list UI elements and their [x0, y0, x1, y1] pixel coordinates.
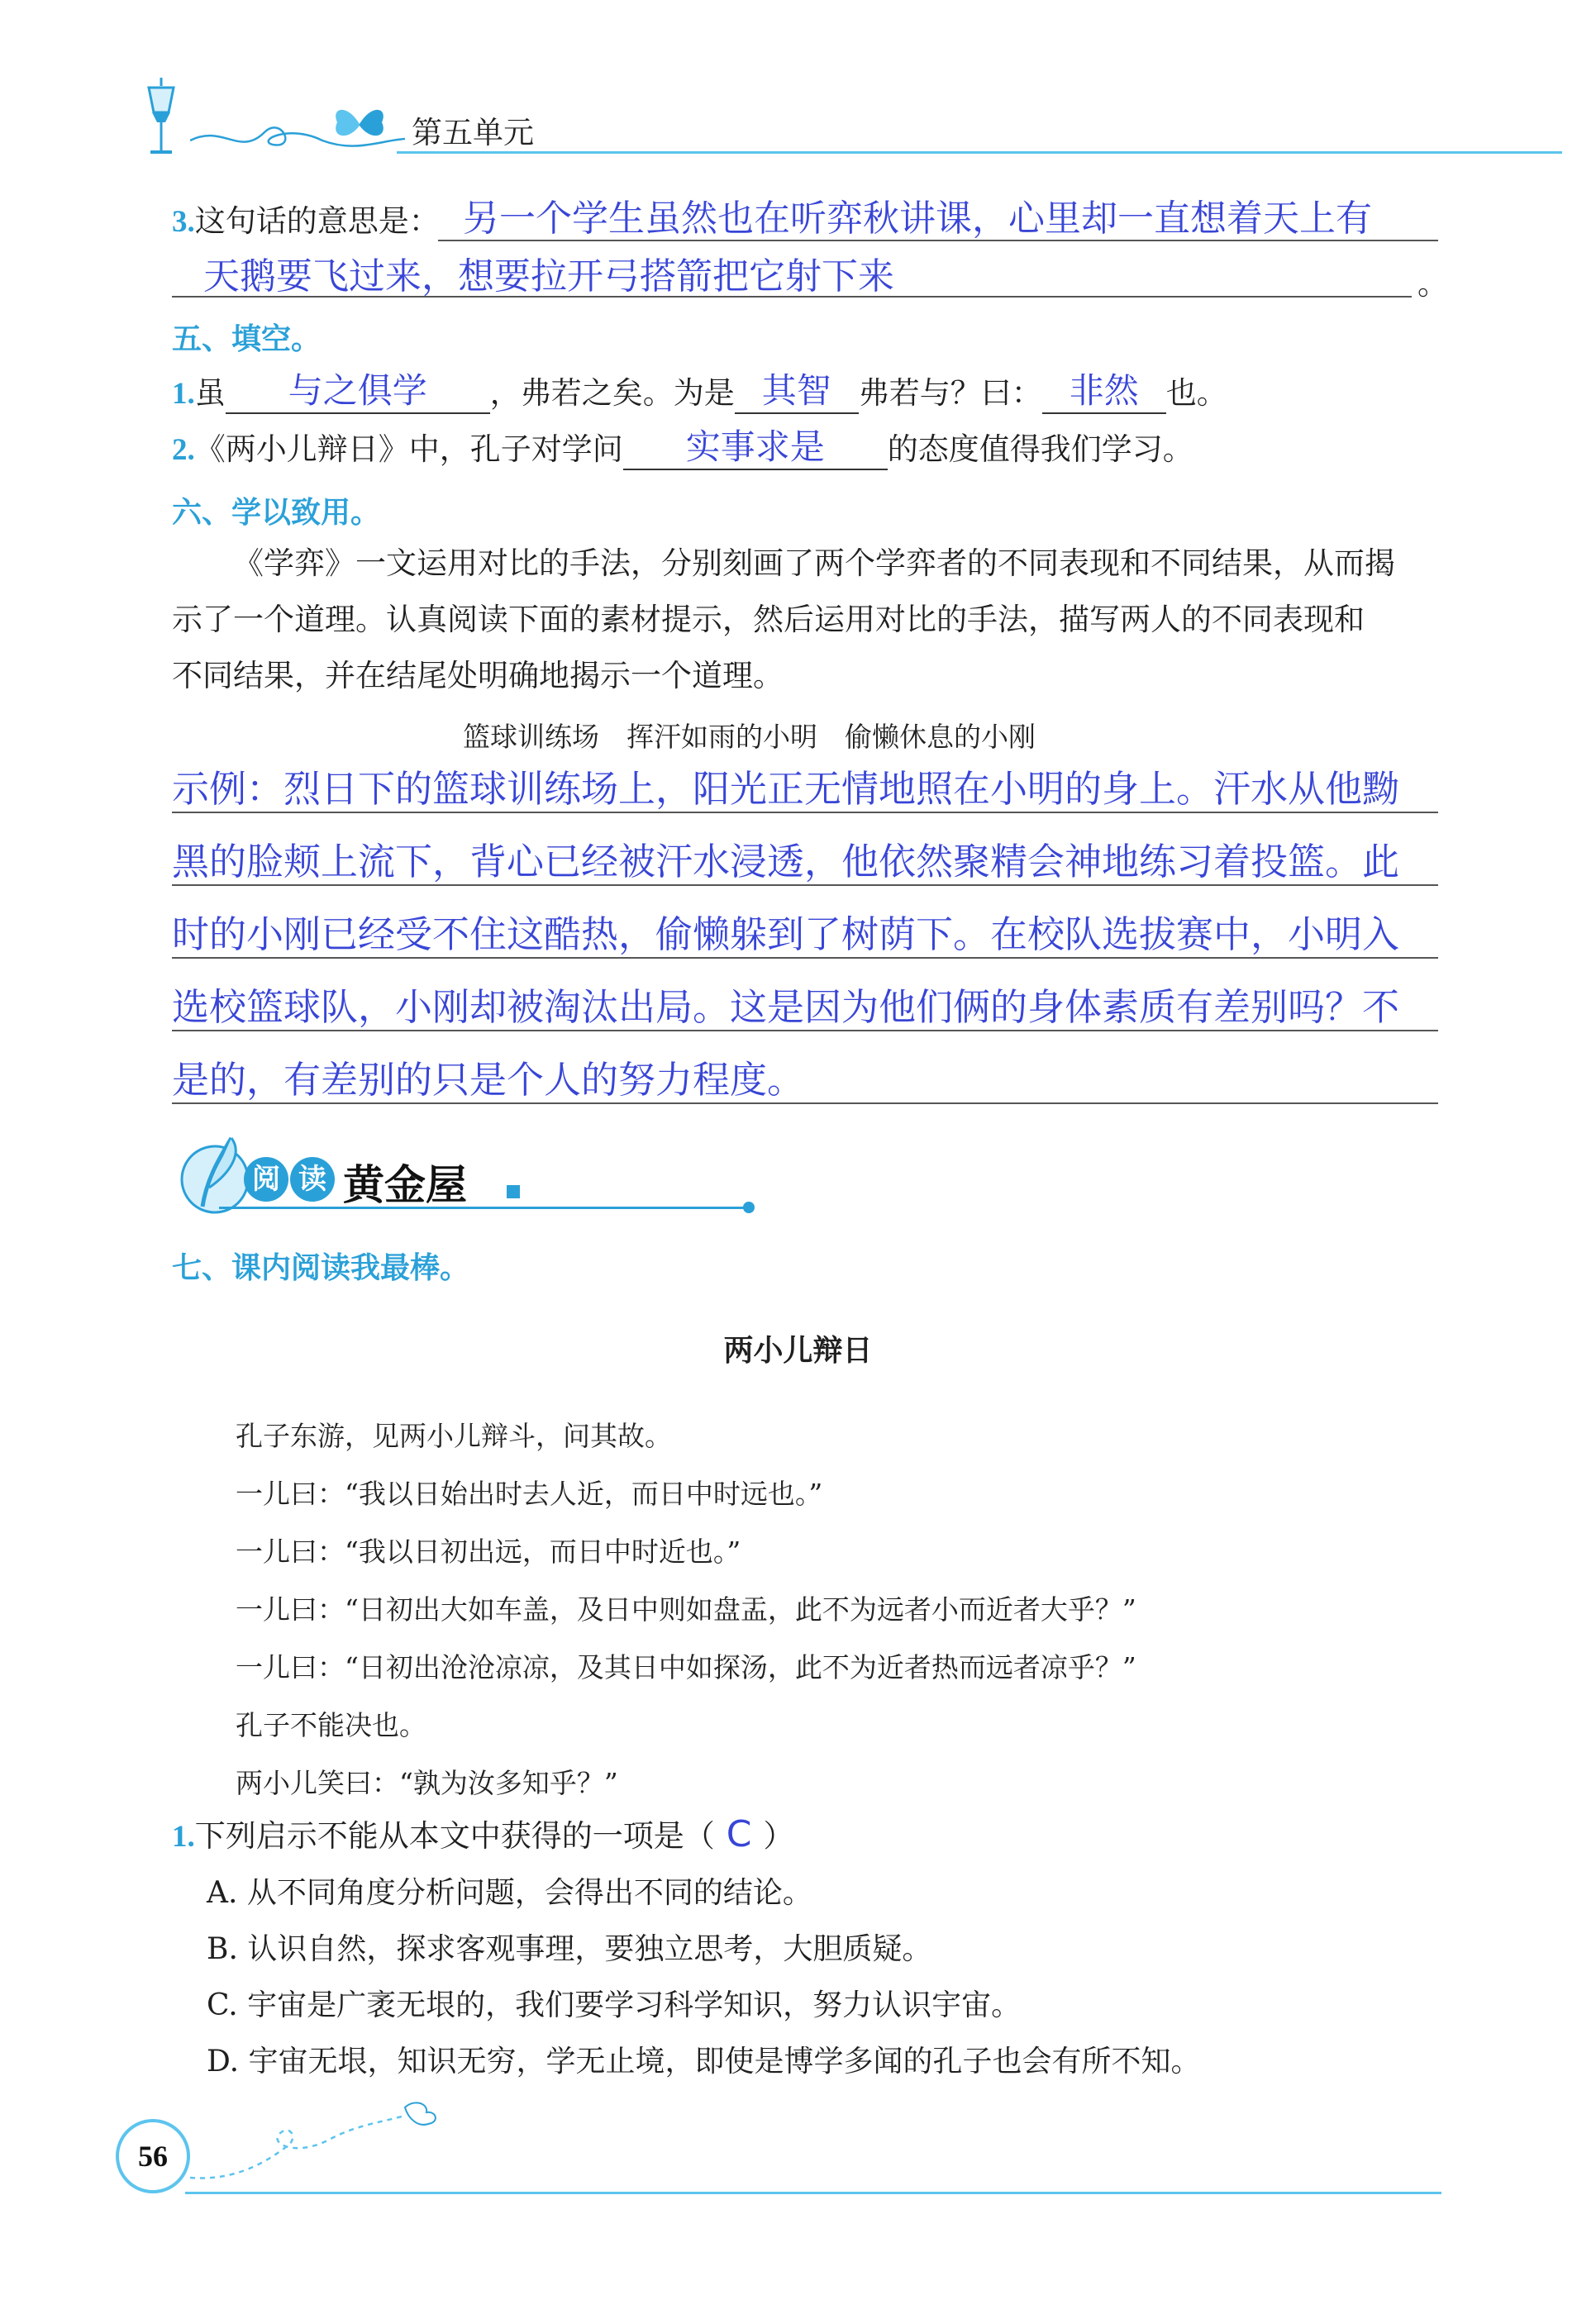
page-number: 56 [138, 2140, 168, 2173]
section6-para-line2: 示了一个道理。认真阅读下面的素材提示，然后运用对比的手法，描写两人的不同表现和 [172, 602, 1365, 637]
essay-rule [172, 1030, 1438, 1031]
banner-title: 黄金屋 [343, 1160, 467, 1209]
q3-end-mark: 。 [1417, 266, 1448, 302]
q3-rule-1 [438, 240, 1438, 241]
option-d: D. 宇宙无垠，知识无穷，学无止境，即使是博学多闻的孔子也会有所不知。 [207, 2045, 1201, 2079]
section5-q1: 1.虽 与之俱学 ，弗若之矣。为是 其智 弗若与？曰： 非然 也。 [172, 374, 1227, 414]
unit-label: 第五单元 [412, 115, 534, 150]
passage-line: 孔子不能决也。 [236, 1709, 426, 1741]
banner-rule [219, 1207, 748, 1209]
section6-para-line3: 不同结果，并在结尾处明确地揭示一个道理。 [172, 658, 784, 693]
option-b: B. 认识自然，探求客观事理，要独立思考，大胆质疑。 [207, 1932, 932, 1966]
page-number-circle [116, 2119, 190, 2193]
section5-q2: 2.《两小儿辩日》中，孔子对学问 实事求是 的态度值得我们学习。 [172, 430, 1193, 470]
question1: 1.下列启示不能从本文中获得的一项是（ C ） [172, 1813, 794, 1855]
answer-blank-4: 实事求是 [685, 426, 825, 467]
essay-line: 时的小刚已经受不住这酷热，偷懒躲到了树荫下。在校队选拔赛中，小明入 [172, 912, 1400, 956]
passage-line: 一儿曰：“我以日初出远，而日中时近也。” [236, 1536, 741, 1568]
butterfly-icon [331, 99, 388, 149]
essay-line: 示例：烈日下的篮球训练场上，阳光正无情地照在小明的身上。汗水从他黝 [172, 767, 1400, 811]
q3-answer-line2: 天鹅要飞过来，想要拉开弓搭箭把它射下来 [203, 255, 894, 298]
section6-title: 六、学以致用。 [172, 496, 381, 530]
q3-answer-line1: 另一个学生虽然也在听弈秋讲课，心里却一直想着天上有 [463, 198, 1372, 240]
essay-line: 选校篮球队，小刚却被淘汰出局。这是因为他们俩的身体素质有差别吗？不 [172, 985, 1400, 1029]
passage-line: 一儿曰：“日初出大如车盖，及日中则如盘盂，此不为远者小而近者大乎？” [236, 1593, 1136, 1626]
passage-line: 一儿曰：“日初出沧沧凉凉，及其日中如探汤，此不为近者热而远者凉乎？” [236, 1651, 1136, 1683]
banner-square-icon [507, 1185, 520, 1198]
essay-rule [172, 957, 1438, 959]
section7-title: 七、课内阅读我最棒。 [172, 1251, 470, 1285]
footer-swirl [190, 2099, 504, 2190]
q3-rule-2 [172, 296, 1412, 298]
answer-blank-3: 非然 [1069, 370, 1139, 411]
section6-para-line1: 《学弈》一文运用对比的手法，分别刻画了两个学弈者的不同表现和不同结果，从而揭 [233, 545, 1395, 581]
passage-title: 两小儿辩日 [723, 1334, 873, 1368]
badge-du: 读 [290, 1157, 335, 1202]
banner-dot [743, 1202, 755, 1213]
passage-line: 一儿曰：“我以日始出时去人近，而日中时远也。” [236, 1478, 823, 1510]
essay-line: 是的，有差别的只是个人的努力程度。 [172, 1058, 805, 1102]
option-a: A. 从不同角度分析问题，会得出不同的结论。 [207, 1876, 812, 1910]
footer-rule [185, 2192, 1441, 2194]
answer-blank-1: 与之俱学 [288, 370, 427, 411]
badge-yue: 阅 [244, 1157, 288, 1202]
essay-rule [172, 812, 1438, 813]
passage-line: 孔子东游，见两小儿辩斗，问其故。 [236, 1420, 672, 1452]
page-footer [116, 2083, 1504, 2215]
passage-line: 两小儿笑曰：“孰为汝多知乎？” [236, 1767, 618, 1799]
lamp-icon [124, 74, 198, 157]
answer-choice: C [726, 1813, 752, 1855]
header-rule [397, 151, 1562, 154]
q3-prompt: 3.这句话的意思是： [172, 203, 440, 239]
reading-banner [169, 1134, 765, 1217]
section5-title: 五、填空。 [172, 322, 322, 356]
page-header [124, 74, 1570, 165]
essay-rule [172, 884, 1438, 886]
essay-line: 黑的脸颊上流下，背心已经被汗水浸透，他依然聚精会神地练习着投篮。此 [172, 840, 1400, 883]
essay-rule [172, 1102, 1438, 1104]
answer-blank-2: 其智 [761, 370, 831, 411]
option-c: C. 宇宙是广袤无垠的，我们要学习科学知识，努力认识宇宙。 [207, 1988, 1022, 2022]
material-hint: 篮球训练场 挥汗如雨的小明 偷懒休息的小刚 [463, 721, 1036, 753]
